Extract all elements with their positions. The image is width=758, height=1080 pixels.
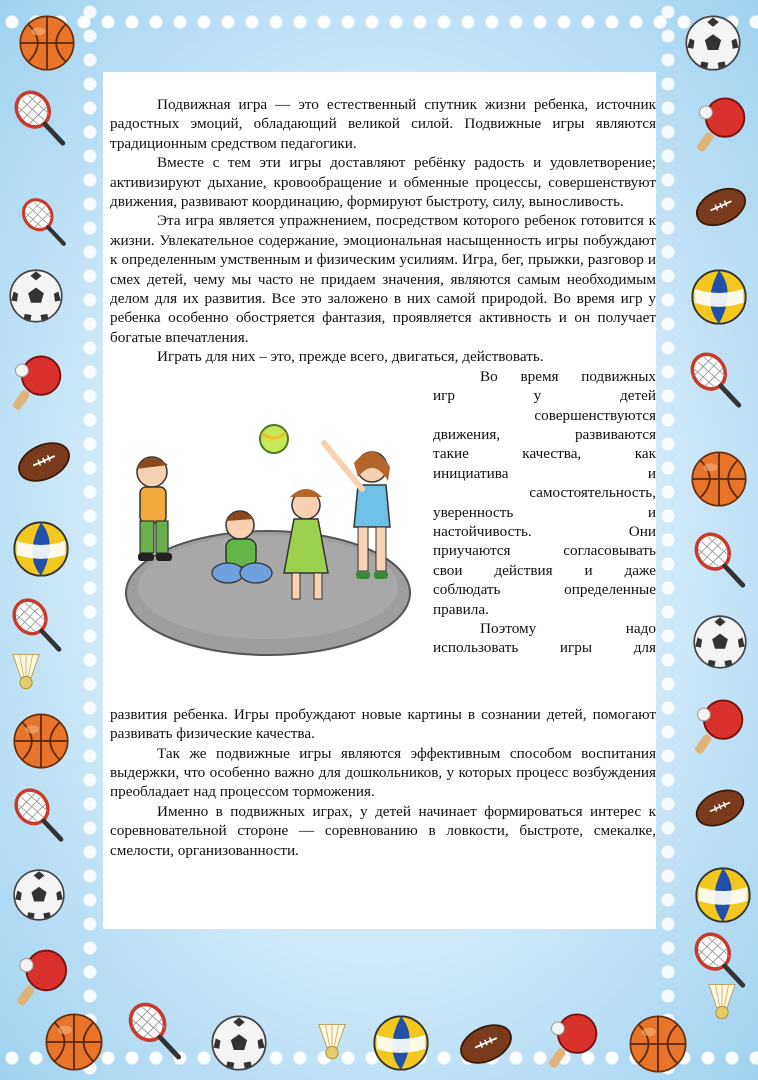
ping-pong-paddle-icon <box>540 1008 604 1072</box>
text-line: самостоятельность, <box>529 484 656 502</box>
american-football-icon <box>692 178 750 236</box>
text-line: совершенствуются <box>534 406 656 424</box>
text-line: уверенность и <box>433 503 656 521</box>
text-line: настойчивость. Они <box>433 522 656 540</box>
text-line: соблюдать определенные <box>433 581 656 599</box>
wrapped-paragraph <box>433 367 656 658</box>
volleyball-icon <box>372 1014 430 1072</box>
text-line: использовать игры для <box>433 639 656 657</box>
paragraph: Подвижная игра — это естественный спутник жизни ребенка, источник радостных эмоций, обладающий великой силой. Подвижные игры являются традиционным средством педагогики. <box>110 96 656 152</box>
children-playing-illustration <box>118 377 418 677</box>
racket-icon <box>10 88 70 148</box>
soccer-ball-icon <box>12 868 66 922</box>
lace-border-top <box>0 10 758 34</box>
lace-border-left <box>78 0 102 1080</box>
text-line: игр у детей <box>433 387 656 405</box>
basketball-icon <box>628 1014 688 1074</box>
american-football-icon <box>692 780 748 836</box>
text-line: Поэтому надо <box>480 619 656 637</box>
text-line: приучаются согласовывать <box>433 542 656 560</box>
racket-icon <box>686 350 746 410</box>
ping-pong-paddle-icon <box>4 350 68 414</box>
volleyball-icon <box>12 520 70 578</box>
basketball-icon <box>44 1012 104 1072</box>
paragraph: Вместе с тем эти игры доставляют ребёнку радость и удовлетворение; активизируют дыхание, кровообращение и обменные процессы, совершенствуют движения, развивают координацию, формируют быстроту, силу, выносливость. <box>110 154 656 211</box>
illustration-wrap <box>110 367 656 705</box>
volleyball-icon <box>690 268 748 326</box>
paragraph: Так же подвижные игры являются эффективным способом воспитания выдержки, что особенно важно для дошкольников, у которых процесс возбуждения преобладает над процессом торможения. <box>110 744 656 801</box>
racket-icon <box>124 1000 186 1062</box>
article-text <box>110 95 656 860</box>
ping-pong-paddle-icon <box>688 92 752 156</box>
ping-pong-paddle-icon <box>8 944 74 1010</box>
american-football-icon <box>14 432 74 492</box>
basketball-icon <box>18 14 76 72</box>
racket-icon <box>690 530 750 590</box>
paragraph: Эта игра является упражнением, посредством которого ребенок готовится к жизни. Увлекательное содержание, эмоциональная насыщенность игры побуждают к определенным умственным и физическим усилиям. Игра, бег, прыжки, разговор и смех детей, чему мы часто не придаем значения, являются самым необходимым делом для их развития. Все это заложено в них самой природой. Во время игр у ребенка особенно обостряется фантазия, проявляется активность и он получает богатые впечатления. <box>110 212 656 346</box>
lace-border-right <box>656 0 680 1080</box>
text-line: инициатива и <box>433 464 656 482</box>
soccer-ball-icon <box>684 14 742 72</box>
text-line: такие качества, как <box>433 445 656 463</box>
ping-pong-paddle-icon <box>686 694 750 758</box>
text-line: правила. <box>433 600 489 618</box>
shuttlecock-icon <box>310 1020 354 1064</box>
basketball-icon <box>690 450 748 508</box>
soccer-ball-icon <box>692 614 748 670</box>
racket-icon <box>18 196 70 248</box>
shuttlecock-icon <box>700 980 744 1024</box>
volleyball-icon <box>694 866 752 924</box>
racket-icon <box>8 596 66 654</box>
text-line: свои действия и даже <box>433 561 656 579</box>
soccer-ball-icon <box>210 1014 268 1072</box>
racket-icon <box>10 786 68 844</box>
paragraph-continuation: развития ребенка. Игры пробуждают новые картины в сознании детей, помогают развивать физические качества. <box>110 705 656 743</box>
paragraph: Играть для них – это, прежде всего, двигаться, действовать. <box>157 348 544 366</box>
basketball-icon <box>12 712 70 770</box>
paragraph: Именно в подвижных играх, у детей начинает формироваться интерес к соревновательной стороне — соревнованию в ловкости, быстроте, смекалке, смелости, организованности. <box>110 802 656 859</box>
soccer-ball-icon <box>8 268 64 324</box>
american-football-icon <box>456 1014 516 1074</box>
shuttlecock-icon <box>4 650 48 694</box>
text-line: Во время подвижных <box>480 367 656 385</box>
text-line: движения, развиваются <box>433 425 656 443</box>
